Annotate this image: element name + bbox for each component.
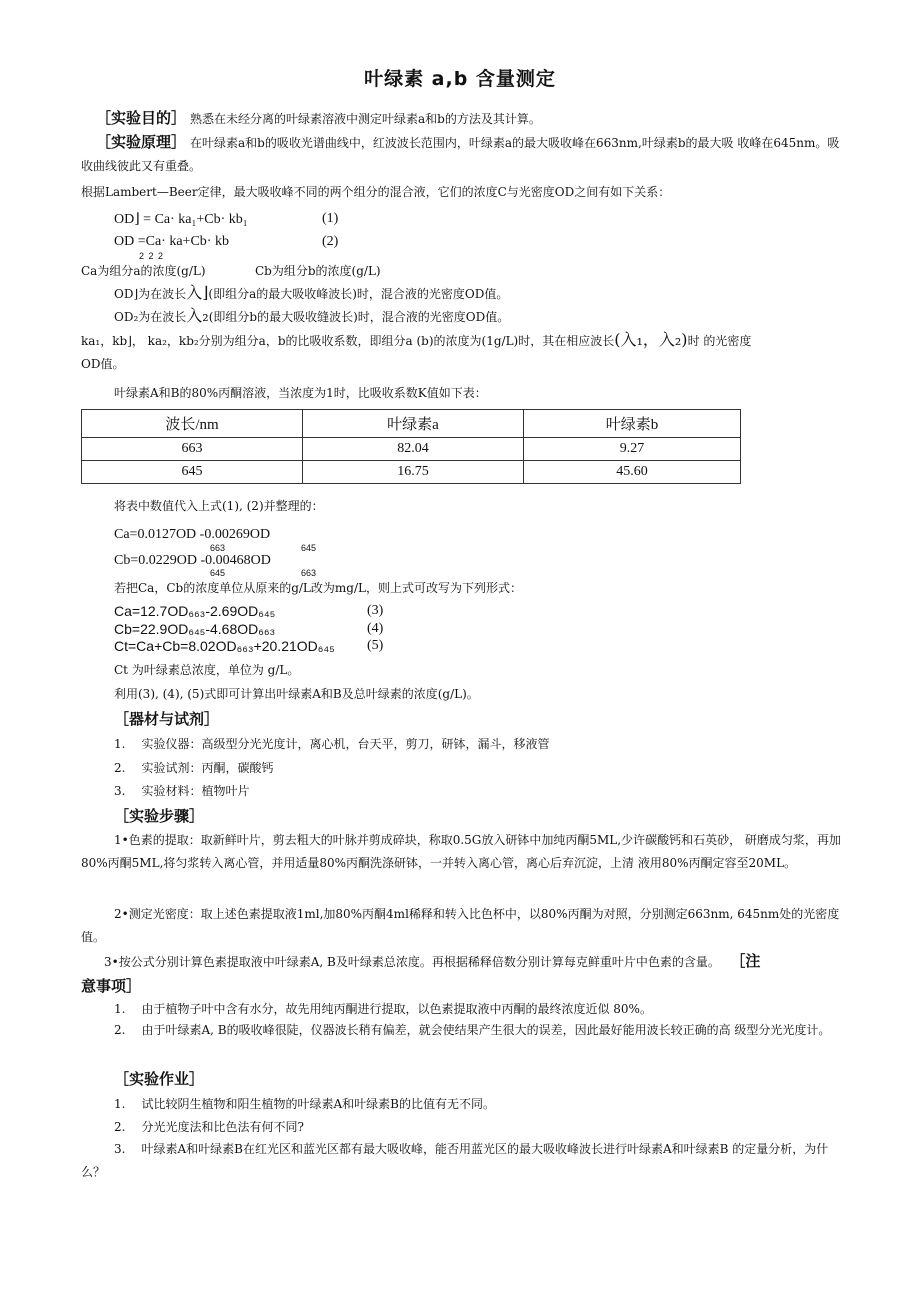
list-item: 1. 由于植物子叶中含有水分，故先用纯丙酮进行提取，以色素提取液中丙酮的最终浓度近似 80%。	[114, 1002, 652, 1016]
ct-definition: Ct 为叶绿素总浓度，单位为 g/L。	[114, 663, 300, 677]
unit-conversion-note: 若把Ca，Cb的浓度单位从原来的g/L改为mg/L，则上式可改写为下列形式：	[114, 581, 522, 595]
purpose-heading: ［实验目的］	[96, 109, 187, 127]
lambert-beer-text: 根据Lambert—Beer定律，最大吸收峰不同的两个组分的混合液，它们的浓度C与光密度OD之间有如下关系：	[81, 185, 671, 199]
principle-heading: ［实验原理］	[96, 133, 187, 151]
table-row	[82, 438, 741, 461]
ca-formula: Ca=0.0127OD -0.00269OD	[114, 527, 271, 542]
equation-2: OD =Ca· ka+Cb· kb	[114, 234, 229, 249]
equation-1-number: (1)	[322, 211, 339, 226]
table-header-chlorophyll-b: 叶绿素b	[524, 410, 741, 438]
table-cell: 16.75	[303, 461, 524, 484]
table-cell: 663	[82, 438, 303, 461]
formula-3-number: (3)	[367, 603, 384, 618]
materials-heading: ［器材与试剂］	[114, 710, 220, 728]
cb-subscript-1: 645	[210, 568, 226, 578]
od1-definition: OD⌋为在波长入⌋(即组分a的最大吸收峰波长)时，混合液的光密度OD值。	[114, 283, 509, 302]
step-2: 2•测定光密度：取上述色素提取液1ml,加80%丙酮4ml稀释和转入比色杯中，以80%丙酮为对照，分别测定663nm, 645nm处的光密度值。	[81, 907, 840, 944]
table-cell: 9.27	[524, 438, 741, 461]
list-item: 2. 由于叶绿素A, B的吸收峰很陡，仪器波长稍有偏差，就会使结果产生很大的误差，因此最好能用波长较正确的高 级型分光光度计。	[114, 1023, 831, 1037]
list-item: 3. 叶绿素A和叶绿素B在红光区和蓝光区都有最大吸收峰，能否用蓝光区的最大吸收峰波长进行叶绿素A和叶绿素B 的定量分析，为什么？	[81, 1142, 829, 1179]
homework-heading: ［实验作业］	[114, 1070, 205, 1088]
step-3: 3•按公式分别计算色素提取液中叶绿素A, B及叶绿素总浓度。再根据稀释倍数分别计算每克鲜重叶片中色素的含量。 ［注	[104, 952, 761, 970]
list-item: 1. 试比较阴生植物和阳生植物的叶绿素A和叶绿素B的比值有无不同。	[114, 1097, 495, 1111]
formula-5-number: (5)	[367, 638, 384, 653]
notes-heading-start: ［注	[737, 952, 761, 970]
table-cell: 45.60	[524, 461, 741, 484]
k-value-table	[81, 409, 741, 484]
table-intro: 叶绿素A和B的80%丙酮溶液，当浓度为1时，比吸收系数K值如下表：	[114, 386, 487, 400]
equation-2-subscripts: 2 2 2	[139, 251, 165, 261]
table-header-chlorophyll-a: 叶绿素a	[303, 410, 524, 438]
purpose-section	[96, 110, 541, 127]
list-item: 2. 分光光度法和比色法有何不同?	[114, 1120, 304, 1134]
equation-1: OD⌋ = Ca· ka₁+Cb· kb₁	[114, 212, 248, 227]
cb-definition: Cb为组分b的浓度(g/L)	[255, 264, 381, 278]
notes-heading-end: 意事项］	[81, 977, 142, 995]
k-coefficient-definition: ka₁，kb⌋， ka₂，kb₂分别为组分a，b的比吸收系数，即组分a (b)的浓度为(1g/L)时，其在相应波长(入₁，入₂)时 的光密度	[81, 330, 752, 349]
cb-subscript-2: 663	[301, 568, 317, 578]
derivation-intro: 将表中数值代入上式(1), (2)并整理的：	[114, 499, 324, 513]
page-title: 叶绿素 a,b 含量测定	[364, 68, 556, 90]
ca-subscript-1: 663	[210, 543, 226, 553]
list-item: 3. 实验材料：植物叶片	[114, 784, 250, 798]
list-item: 1. 实验仪器：高级型分光光度计，离心机，台天平，剪刀，研钵，漏斗，移液管	[114, 737, 550, 751]
formula-5: Ct=Ca+Cb=8.02OD₆₆₃+20.21OD₆₄₅	[114, 638, 335, 654]
formula-4-number: (4)	[367, 621, 384, 636]
table-header-row	[82, 410, 741, 438]
k-coefficient-definition-end: OD值。	[81, 357, 125, 371]
table-cell: 645	[82, 461, 303, 484]
list-item: 2. 实验试剂：丙酮，碳酸钙	[114, 761, 274, 775]
step-1: 1•色素的提取：取新鲜叶片，剪去粗大的叶脉并剪成碎块，称取0.5G放入研钵中加纯丙酮5ML,少许碳酸钙和石英砂， 研磨成匀浆，再加80%丙酮5ML,将匀浆转入离心管，并用适量80%丙酮洗涤研钵，一并转入离心管，离心后弃沉淀，上清 液用80%丙酮定容至20ML。	[81, 833, 841, 870]
usage-note: 利用(3), (4), (5)式即可计算出叶绿素A和B及总叶绿素的浓度(g/L)。	[114, 687, 479, 701]
table-header-wavelength: 波长/nm	[82, 410, 303, 438]
ca-subscript-2: 645	[301, 543, 317, 553]
formula-3: Ca=12.7OD₆₆₃-2.69OD₆₄₅	[114, 603, 276, 619]
steps-heading: ［实验步骤］	[114, 807, 205, 825]
equation-2-number: (2)	[322, 234, 339, 249]
principle-section	[81, 131, 841, 178]
principle-text: 在叶绿素a和b的吸收光谱曲线中，红波波长范围内，叶绿素a的最大吸收峰在663nm,叶绿素b的最大吸 收峰在645nm。吸收曲线彼此又有重叠。	[81, 136, 840, 173]
cb-formula: Cb=0.0229OD -0.00468OD	[114, 553, 271, 568]
purpose-text: 熟悉在未经分离的叶绿素溶液中测定叶绿素a和b的方法及其计算。	[190, 112, 541, 126]
table-row	[82, 461, 741, 484]
table-cell: 82.04	[303, 438, 524, 461]
formula-4: Cb=22.9OD₆₄₅-4.68OD₆₆₃	[114, 621, 276, 637]
ca-definition: Ca为组分a的浓度(g/L)	[81, 264, 206, 278]
od2-definition: OD₂为在波长入₂(即组分b的最大吸收缝波长)时，混合液的光密度OD值。	[114, 306, 510, 325]
